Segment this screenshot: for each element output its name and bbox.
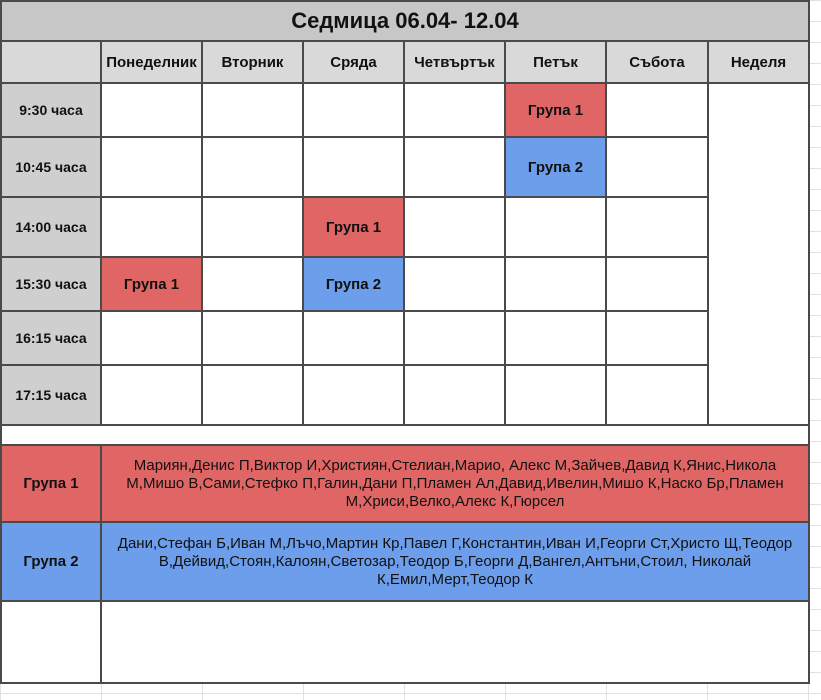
slot-wednesday-1530[interactable]: Група 2 <box>304 258 405 312</box>
empty-cell[interactable] <box>102 602 810 684</box>
slot-cell[interactable] <box>405 138 506 198</box>
slot-cell[interactable] <box>506 312 607 366</box>
slot-cell[interactable] <box>304 84 405 138</box>
empty-cell[interactable] <box>0 602 102 684</box>
group-1-members[interactable]: Мариян,Денис П,Виктор И,Християн,Стелиан,Марио, Алекс М,Зайчев,Давид К,Янис,Никола М,Мишо В,Сами,Стефко П,Галин,Дани П,Пламен Ал,Давид,Ивелин,Мишо К,Наско Бр,Пламен М,Хриси,Велко,Алекс К,Гюрсел <box>102 446 810 523</box>
slot-cell[interactable] <box>304 312 405 366</box>
slot-cell[interactable] <box>304 138 405 198</box>
spacer-row[interactable] <box>0 426 810 446</box>
slot-cell[interactable] <box>405 366 506 426</box>
time-1400[interactable]: 14:00 часа <box>0 198 102 258</box>
slot-monday-1530[interactable]: Група 1 <box>102 258 203 312</box>
slot-wednesday-1400[interactable]: Група 1 <box>304 198 405 258</box>
slot-cell[interactable] <box>203 258 304 312</box>
time-0930[interactable]: 9:30 часа <box>0 84 102 138</box>
slot-cell[interactable] <box>203 138 304 198</box>
slot-cell[interactable] <box>607 84 709 138</box>
slot-cell[interactable] <box>607 366 709 426</box>
slot-cell[interactable] <box>607 198 709 258</box>
slot-cell[interactable] <box>203 84 304 138</box>
slot-cell[interactable] <box>102 198 203 258</box>
sunday-merged-cell[interactable] <box>709 84 810 426</box>
header-monday[interactable]: Понеделник <box>102 42 203 84</box>
header-wednesday[interactable]: Сряда <box>304 42 405 84</box>
group-1-label[interactable]: Група 1 <box>0 446 102 523</box>
slot-friday-0930[interactable]: Група 1 <box>506 84 607 138</box>
slot-cell[interactable] <box>405 84 506 138</box>
slot-cell[interactable] <box>102 366 203 426</box>
group-2-label[interactable]: Група 2 <box>0 523 102 602</box>
time-1045[interactable]: 10:45 часа <box>0 138 102 198</box>
slot-cell[interactable] <box>506 258 607 312</box>
time-1715[interactable]: 17:15 часа <box>0 366 102 426</box>
slot-cell[interactable] <box>405 198 506 258</box>
slot-cell[interactable] <box>607 312 709 366</box>
header-sunday[interactable]: Неделя <box>709 42 810 84</box>
slot-cell[interactable] <box>102 84 203 138</box>
header-tuesday[interactable]: Вторник <box>203 42 304 84</box>
slot-cell[interactable] <box>607 138 709 198</box>
slot-cell[interactable] <box>405 258 506 312</box>
time-1615[interactable]: 16:15 часа <box>0 312 102 366</box>
header-thursday[interactable]: Четвъртък <box>405 42 506 84</box>
header-saturday[interactable]: Събота <box>607 42 709 84</box>
slot-cell[interactable] <box>203 366 304 426</box>
time-1530[interactable]: 15:30 часа <box>0 258 102 312</box>
slot-cell[interactable] <box>304 366 405 426</box>
schedule-title[interactable]: Седмица 06.04- 12.04 <box>0 0 810 42</box>
slot-cell[interactable] <box>102 138 203 198</box>
slot-cell[interactable] <box>607 258 709 312</box>
slot-cell[interactable] <box>203 198 304 258</box>
slot-cell[interactable] <box>405 312 506 366</box>
slot-friday-1045[interactable]: Група 2 <box>506 138 607 198</box>
header-corner-cell[interactable] <box>0 42 102 84</box>
header-friday[interactable]: Петък <box>506 42 607 84</box>
slot-cell[interactable] <box>506 198 607 258</box>
slot-cell[interactable] <box>203 312 304 366</box>
slot-cell[interactable] <box>102 312 203 366</box>
slot-cell[interactable] <box>506 366 607 426</box>
group-2-members[interactable]: Дани,Стефан Б,Иван М,Лъчо,Мартин Кр,Павел Г,Константин,Иван И,Георги Ст,Христо Щ,Теодор В,Дейвид,Стоян,Калоян,Светозар,Теодор Б,Георги Д,Вангел,Антъни,Стоил, Николай К,Емил,Мерт,Теодор К <box>102 523 810 602</box>
